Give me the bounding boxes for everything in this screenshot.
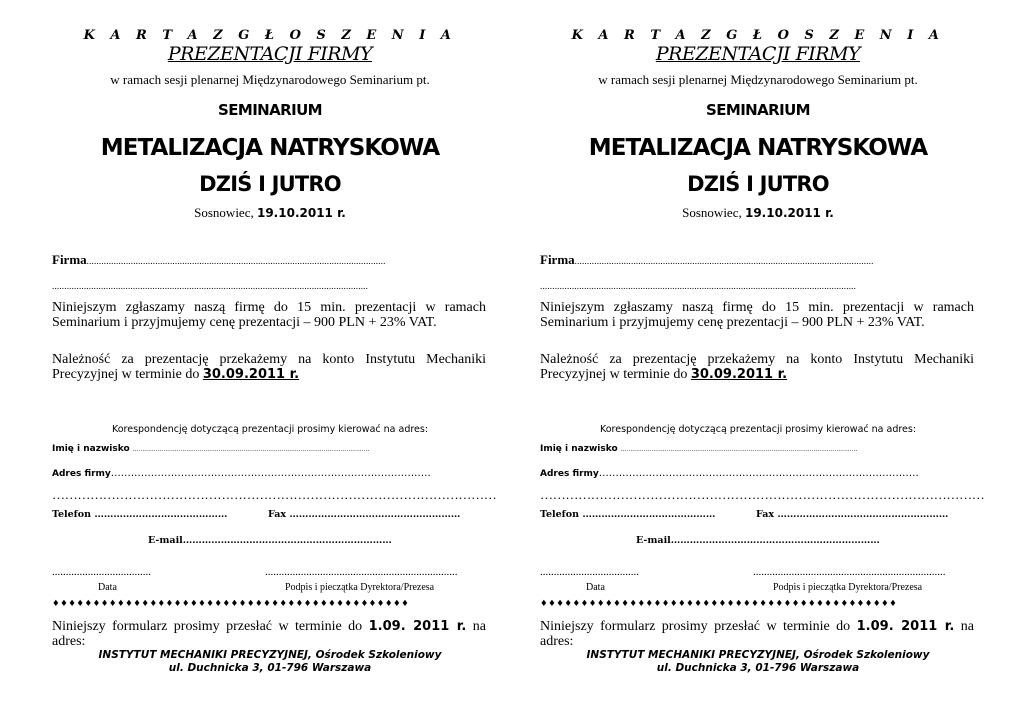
registration-form-right [538,0,988,725]
subtitle: w ramach sesji plenarnej Międzynarodowego Seminarium pt. [598,72,918,87]
firma-label: Firma [540,252,575,267]
firma-field-line2[interactable]: ................................................................................................................................. [540,281,857,291]
place-date [50,205,490,221]
phone-dots: …………………………………… [582,509,716,520]
seminar-title-line1: METALIZACJA NATRYSKOWA [588,135,928,161]
date-signature-line[interactable]: .................................... [540,566,639,578]
email-field[interactable] [148,535,392,546]
email-dots: ………………………………………………………… [182,535,392,546]
address-label: Adres firmy [540,469,599,479]
submission-date: 1.09. 2011 r. [856,619,955,634]
correspondence-heading: Korespondencję dotyczącą prezentacji prosimy kierować na adres: [111,424,429,435]
place-date [538,205,978,221]
header-spaced-title: K A R T A Z G Ł O S Z E N I A [83,28,457,43]
institute-address: ul. Duchnicka 3, 01-796 Warszawa [656,662,860,674]
email-label: E-mail [636,535,671,546]
institute-name: INSTYTUT MECHANIKI PRECYZYJNEJ, Ośrodek Szkoleniowy [586,649,930,661]
name-dots: ............................................................................................................................ [132,446,370,453]
address-field[interactable] [52,468,431,479]
place-date-value: 19.10.2011 r. [744,206,834,220]
submission-paragraph [52,619,486,649]
payment-deadline: 30.09.2011 r. [690,367,788,382]
payment-text: Należność za prezentację przekażemy na konto Instytutu Mechaniki Precyzyjnej w terminie do [52,352,486,382]
director-signature-line[interactable]: ...................................................................... [265,566,458,578]
fax-label: Fax [268,509,287,520]
place-date-value: 19.10.2011 r. [256,206,346,220]
submission-text: Niniejszy formularz prosimy przesłać w terminie do [540,619,851,634]
firma-field[interactable] [540,252,874,268]
submission-date: 1.09. 2011 r. [368,619,467,634]
header-script-title: PREZENTACJI FIRMY [167,43,373,65]
fax-dots: ……………………………………………… [777,509,949,520]
address-label: Adres firmy [52,469,111,479]
place-prefix: Sosnowiec, [682,205,742,220]
address-field-line2[interactable]: …………………………………………………………………………………………… [52,487,497,502]
phone-dots: …………………………………… [94,509,228,520]
seminar-title-line2: DZIŚ I JUTRO [687,172,829,196]
name-label: Imię i nazwisko [52,444,130,454]
phone-field[interactable] [52,509,227,520]
place-prefix: Sosnowiec, [194,205,254,220]
fax-label: Fax [756,509,775,520]
address-dots: …………………………………………………………………………………… [598,468,919,479]
name-label: Imię i nazwisko [540,444,618,454]
address-field[interactable] [540,468,919,479]
payment-text: Należność za prezentację przekażemy na konto Instytutu Mechaniki Precyzyjnej w terminie do [540,352,974,382]
seminar-label: SEMINARIUM [218,101,322,119]
firma-dots: .......................................................................................................................... [574,256,874,266]
payment-paragraph [52,352,486,382]
email-field[interactable] [636,535,880,546]
seminar-title-line2: DZIŚ I JUTRO [199,172,341,196]
address-field-line2[interactable]: …………………………………………………………………………………………… [540,487,985,502]
subtitle: w ramach sesji plenarnej Międzynarodowego Seminarium pt. [110,72,430,87]
name-field[interactable] [540,444,857,454]
phone-field[interactable] [540,509,715,520]
submission-tail: na adres: [540,619,974,649]
address-dots: …………………………………………………………………………………… [110,468,431,479]
firma-field[interactable] [52,252,386,268]
fax-field[interactable] [756,509,948,520]
submission-text: Niniejszy formularz prosimy przesłać w terminie do [52,619,363,634]
date-caption: Data [98,582,117,593]
declaration-paragraph: Niniejszym zgłaszamy naszą firmę do 15 min. prezentacji w ramach Seminarium i przyjmujemy cenę prezentacji – 900 PLN + 23% VAT. [52,300,486,330]
name-dots: ............................................................................................................................ [620,446,858,453]
seminar-label: SEMINARIUM [706,101,810,119]
institute-name: INSTYTUT MECHANIKI PRECYZYJNEJ, Ośrodek Szkoleniowy [98,649,442,661]
institute-address: ul. Duchnicka 3, 01-796 Warszawa [168,662,372,674]
correspondence-heading: Korespondencję dotyczącą prezentacji prosimy kierować na adres: [599,424,917,435]
payment-paragraph [540,352,974,382]
firma-dots: .......................................................................................................................... [86,256,386,266]
submission-paragraph [540,619,974,649]
diamond-divider: ♦♦♦♦♦♦♦♦♦♦♦♦♦♦♦♦♦♦♦♦♦♦♦♦♦♦♦♦♦♦♦♦♦♦♦♦♦♦♦♦♦♦♦♦ [540,599,898,609]
header-script-title: PREZENTACJI FIRMY [655,43,861,65]
email-label: E-mail [148,535,183,546]
registration-form-left [50,0,500,725]
signature-caption: Podpis i pieczątka Dyrektora/Prezesa [285,582,435,593]
fax-field[interactable] [268,509,460,520]
firma-field-line2[interactable]: ................................................................................................................................. [52,281,369,291]
signature-caption: Podpis i pieczątka Dyrektora/Prezesa [773,582,923,593]
fax-dots: ……………………………………………… [289,509,461,520]
phone-label: Telefon [52,509,92,520]
declaration-paragraph: Niniejszym zgłaszamy naszą firmę do 15 min. prezentacji w ramach Seminarium i przyjmujemy cenę prezentacji – 900 PLN + 23% VAT. [540,300,974,330]
phone-label: Telefon [540,509,580,520]
email-dots: ………………………………………………………… [670,535,880,546]
header-spaced-title: K A R T A Z G Ł O S Z E N I A [571,28,945,43]
date-signature-line[interactable]: .................................... [52,566,151,578]
director-signature-line[interactable]: ...................................................................... [753,566,946,578]
date-caption: Data [586,582,605,593]
submission-tail: na adres: [52,619,486,649]
firma-label: Firma [52,252,87,267]
diamond-divider: ♦♦♦♦♦♦♦♦♦♦♦♦♦♦♦♦♦♦♦♦♦♦♦♦♦♦♦♦♦♦♦♦♦♦♦♦♦♦♦♦♦♦♦♦ [52,599,410,609]
payment-deadline: 30.09.2011 r. [202,367,300,382]
seminar-title-line1: METALIZACJA NATRYSKOWA [100,135,440,161]
name-field[interactable] [52,444,369,454]
